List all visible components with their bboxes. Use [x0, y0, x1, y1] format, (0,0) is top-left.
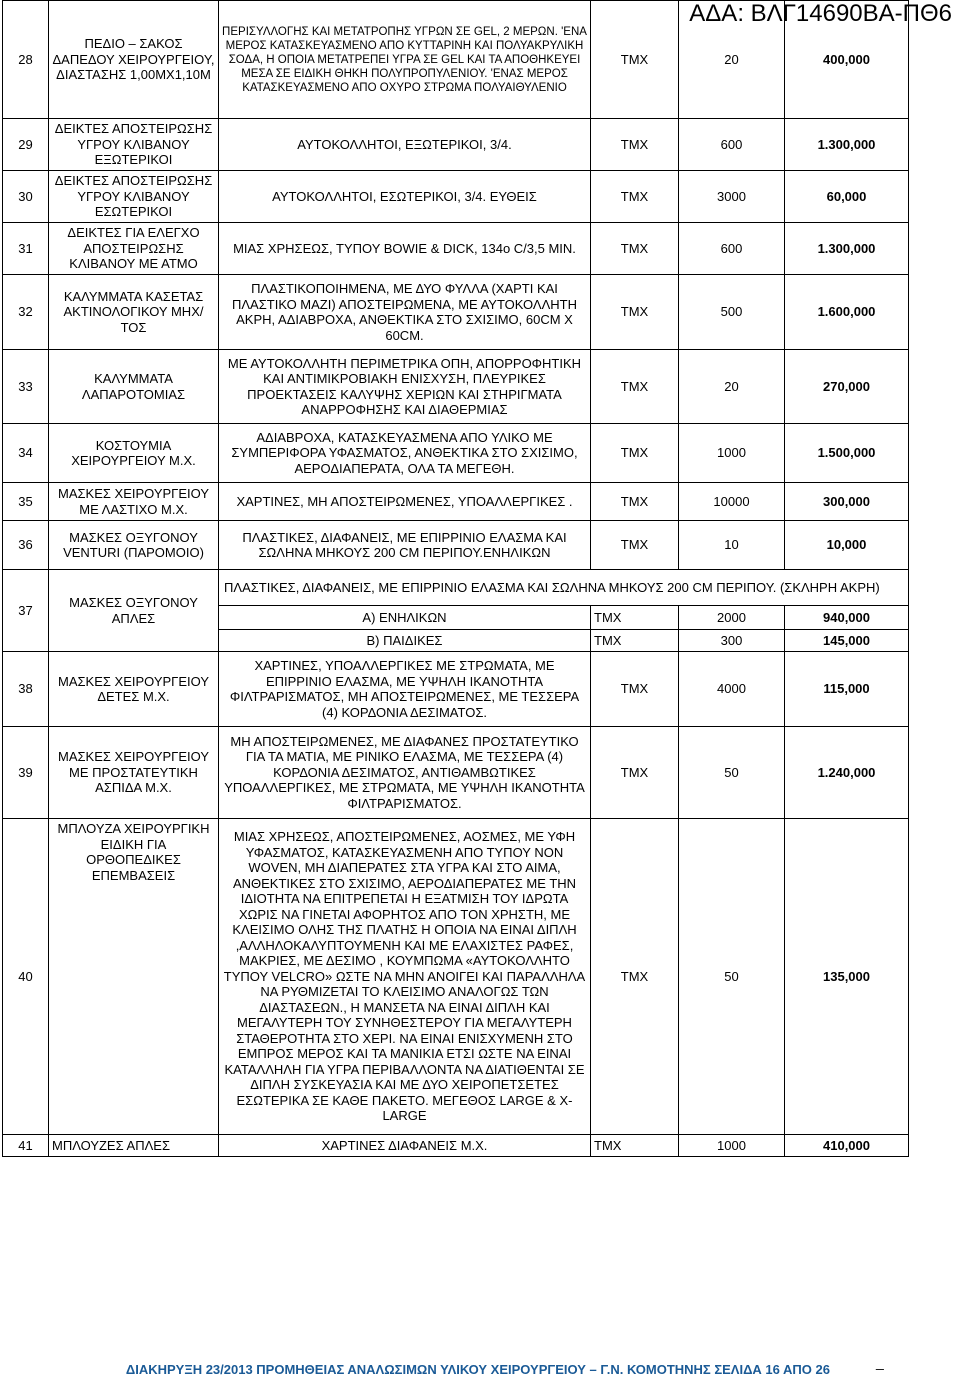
- item-unit: ΤΜΧ: [591, 1135, 679, 1157]
- row-number: 29: [3, 119, 49, 171]
- row-number: 36: [3, 521, 49, 570]
- item-unit: ΤΜΧ: [591, 424, 679, 483]
- item-price: 1.600,000: [785, 275, 909, 350]
- item-quantity: 500: [679, 275, 785, 350]
- item-unit: ΤΜΧ: [591, 1, 679, 119]
- item-description: ΠΛΑΣΤΙΚΕΣ, ΔΙΑΦΑΝΕΙΣ, ΜΕ ΕΠΙΡΡΙΝΙΟ ΕΛΑΣΜΑ ΚΑΙ ΣΩΛΗΝΑ ΜΗΚΟΥΣ 200 CM ΠΕΡΙΠΟΥ.ΕΝΗΛΙΚΩΝ: [219, 521, 591, 570]
- item-unit: ΤΜΧ: [591, 727, 679, 819]
- item-description: ΑΥΤΟΚΟΛΛΗΤΟΙ, ΕΞΩΤΕΡΙΚΟΙ, 3/4.: [219, 119, 591, 171]
- item-price: 145,000: [785, 630, 909, 652]
- item-unit: ΤΜΧ: [591, 521, 679, 570]
- item-name: ΚΑΛΥΜΜΑΤΑ ΚΑΣΕΤΑΣ ΑΚΤΙΝΟΛΟΓΙΚΟΥ ΜΗΧ/ΤΟΣ: [49, 275, 219, 350]
- table-row: [3, 570, 909, 606]
- table-row: [3, 350, 909, 424]
- row-number: 33: [3, 350, 49, 424]
- table-row: [3, 1, 909, 119]
- item-description: ΧΑΡΤΙΝΕΣ, ΥΠΟΑΛΛΕΡΓΙΚΕΣ ΜΕ ΣΤΡΩΜΑΤΑ, ΜΕ ΕΠΙΡΡΙΝΙΟ ΕΛΑΣΜΑ, ΜΕ ΥΨΗΛΗ ΙΚΑΝΟΤΗΤΑ ΦΙΛΤΡΑΡΙΣΜΑΤΟΣ, ΜΗ ΑΠΟΣΤΕΙΡΩΜΕΝΕΣ, ΜΕ ΤΕΣΣΕΡΑ (4) ΚΟΡΔΟΝΙΑ ΔΕΣΙΜΑΤΟΣ.: [219, 652, 591, 727]
- row-number: 34: [3, 424, 49, 483]
- item-description: ΧΑΡΤΙΝΕΣ, ΜΗ ΑΠΟΣΤΕΙΡΩΜΕΝΕΣ, ΥΠΟΑΛΛΕΡΓΙΚΕΣ .: [219, 483, 591, 521]
- item-price: 300,000: [785, 483, 909, 521]
- table-row: [3, 275, 909, 350]
- row-number: 32: [3, 275, 49, 350]
- table-row: [3, 119, 909, 171]
- item-quantity: 600: [679, 119, 785, 171]
- table-row: [3, 483, 909, 521]
- item-price: 1.300,000: [785, 119, 909, 171]
- item-name: ΜΑΣΚΕΣ ΟΞΥΓΟΝΟΥ VENTURI (ΠΑΡΟΜΟΙΟ): [49, 521, 219, 570]
- item-quantity: 1000: [679, 424, 785, 483]
- table-row: [3, 652, 909, 727]
- item-name: ΜΑΣΚΕΣ ΧΕΙΡΟΥΡΓΕΙΟΥ ΜΕ ΠΡΟΣΤΑΤΕΥΤΙΚΗ ΑΣΠΙΔΑ Μ.Χ.: [49, 727, 219, 819]
- item-name: ΜΠΛΟΥΖΕΣ ΑΠΛΕΣ: [49, 1135, 219, 1157]
- item-price: 60,000: [785, 171, 909, 223]
- item-name: ΔΕΙΚΤΕΣ ΓΙΑ ΕΛΕΓΧΟ ΑΠΟΣΤΕΙΡΩΣΗΣ ΚΛΙΒΑΝΟΥ ΜΕ ΑΤΜΟ: [49, 223, 219, 275]
- item-price: 410,000: [785, 1135, 909, 1157]
- item-unit: ΤΜΧ: [591, 223, 679, 275]
- items-table-wrapper: [2, 0, 909, 1157]
- item-description: ΑΔΙΑΒΡΟΧΑ, ΚΑΤΑΣΚΕΥΑΣΜΕΝΑ ΑΠΟ ΥΛΙΚΟ ΜΕ ΣΥΜΠΕΡΙΦΟΡΑ ΥΦΑΣΜΑΤΟΣ, ΑΝΘΕΚΤΙΚΑ ΣΤΟ ΣΧΙΣΙΜΟ, ΑΕΡΟΔΙΑΠΕΡΑΤΑ, ΟΛΑ ΤΑ ΜΕΓΕΘΗ.: [219, 424, 591, 483]
- item-quantity: 2000: [679, 606, 785, 630]
- item-price: 135,000: [785, 819, 909, 1135]
- sub-label-adults: Α) ΕΝΗΛΙΚΩΝ: [219, 606, 591, 630]
- row-number: 41: [3, 1135, 49, 1157]
- item-description: ΠΛΑΣΤΙΚΟΠΟΙΗΜΕΝΑ, ΜΕ ΔΥΟ ΦΥΛΛΑ (ΧΑΡΤΙ ΚΑΙ ΠΛΑΣΤΙΚΟ ΜΑΖΙ) ΑΠΟΣΤΕΙΡΩΜΕΝΑ, ΜΕ ΑΥΤΟΚΟΛΛΗΤΗ ΑΚΡΗ, ΑΔΙΑΒΡΟΧΑ, ΑΝΘΕΚΤΙΚΑ ΣΤΟ ΣΧΙΣΙΜΟ, 60CM X 60CM.: [219, 275, 591, 350]
- item-price: 1.500,000: [785, 424, 909, 483]
- item-price: 940,000: [785, 606, 909, 630]
- item-quantity: 600: [679, 223, 785, 275]
- item-quantity: 20: [679, 350, 785, 424]
- item-unit: ΤΜΧ: [591, 819, 679, 1135]
- item-unit: ΤΜΧ: [591, 275, 679, 350]
- item-quantity: 50: [679, 727, 785, 819]
- item-name: ΔΕΙΚΤΕΣ ΑΠΟΣΤΕΙΡΩΣΗΣ ΥΓΡΟΥ ΚΛΙΒΑΝΟΥ ΕΣΩΤΕΡΙΚΟΙ: [49, 171, 219, 223]
- item-name: ΜΑΣΚΕΣ ΧΕΙΡΟΥΡΓΕΙΟΥ ΜΕ ΛΑΣΤΙΧΟ Μ.Χ.: [49, 483, 219, 521]
- item-name: ΚΑΛΥΜΜΑΤΑ ΛΑΠΑΡΟΤΟΜΙΑΣ: [49, 350, 219, 424]
- item-name: ΔΕΙΚΤΕΣ ΑΠΟΣΤΕΙΡΩΣΗΣ ΥΓΡΟΥ ΚΛΙΒΑΝΟΥ ΕΞΩΤΕΡΙΚΟΙ: [49, 119, 219, 171]
- row-number: 39: [3, 727, 49, 819]
- item-unit: ΤΜΧ: [591, 652, 679, 727]
- item-name: ΠΕΔΙΟ – ΣΑΚΟΣ ΔΑΠΕΔΟΥ ΧΕΙΡΟΥΡΓΕΙΟΥ, ΔΙΑΣΤΑΣΗΣ 1,00ΜΧ1,10Μ: [49, 1, 219, 119]
- item-unit: ΤΜΧ: [591, 483, 679, 521]
- item-name: ΚΟΣΤΟΥΜΙΑ ΧΕΙΡΟΥΡΓΕΙΟΥ Μ.Χ.: [49, 424, 219, 483]
- item-quantity: 20: [679, 1, 785, 119]
- item-description: ΜΙΑΣ ΧΡΗΣΕΩΣ, ΤΥΠΟΥ BOWIE & DICK, 134ο C/3,5 MIN.: [219, 223, 591, 275]
- item-description: ΜΗ ΑΠΟΣΤΕΙΡΩΜΕΝΕΣ, ΜΕ ΔΙΑΦΑΝΕΣ ΠΡΟΣΤΑΤΕΥΤΙΚΟ ΓΙΑ ΤΑ ΜΑΤΙΑ, ΜΕ ΡΙΝΙΚΟ ΕΛΑΣΜΑ, ΜΕ ΤΕΣΣΕΡΑ (4) ΚΟΡΔΟΝΙΑ ΔΕΣΙΜΑΤΟΣ, ΑΝΤΙΘΑΜΒΩΤΙΚΕΣ ΥΠΟΑΛΛΕΡΓΙΚΕΣ, ΜΕ ΣΤΡΩΜΑΤΑ, ΜΕ ΥΨΗΛΗ ΙΚΑΝΟΤΗΤΑ ΦΙΛΤΡΑΡΙΣΜΑΤΟΣ.: [219, 727, 591, 819]
- ada-stamp: ΑΔΑ: ΒΛΓ14690ΒΑ-ΠΘ6: [689, 0, 952, 27]
- item-quantity: 10: [679, 521, 785, 570]
- item-price: 10,000: [785, 521, 909, 570]
- item-unit: ΤΜΧ: [591, 171, 679, 223]
- table-row: [3, 424, 909, 483]
- row-number: 40: [3, 819, 49, 1135]
- item-quantity: 300: [679, 630, 785, 652]
- item-price: 115,000: [785, 652, 909, 727]
- footer-dash: _: [876, 1354, 884, 1370]
- item-quantity: 1000: [679, 1135, 785, 1157]
- row-number: 31: [3, 223, 49, 275]
- item-description: ΜΕ ΑΥΤΟΚΟΛΛΗΤΗ ΠΕΡΙΜΕΤΡΙΚΑ ΟΠΗ, ΑΠΟΡΡΟΦΗΤΙΚΗ ΚΑΙ ΑΝΤΙΜΙΚΡΟΒΙΑΚΗ ΕΝΙΣΧΥΣΗ, ΠΛΕΥΡΙΚΕΣ ΠΡΟΕΚΤΑΣΕΙΣ ΚΑΛΥΨΗΣ ΧΕΡΙΩΝ ΚΑΙ ΣΤΗΡΙΓΜΑΤΑ ΑΝΑΡΡΟΦΗΣΗΣ ΚΑΙ ΔΙΑΘΕΡΜΙΑΣ: [219, 350, 591, 424]
- item-description: ΠΛΑΣΤΙΚΕΣ, ΔΙΑΦΑΝΕΙΣ, ΜΕ ΕΠΙΡΡΙΝΙΟ ΕΛΑΣΜΑ ΚΑΙ ΣΩΛΗΝΑ ΜΗΚΟΥΣ 200 CM ΠΕΡΙΠΟΥ. (ΣΚΛΗΡΗ ΑΚΡΗ): [219, 570, 909, 606]
- table-row: [3, 223, 909, 275]
- item-description: ΧΑΡΤΙΝΕΣ ΔΙΑΦΑΝΕΙΣ Μ.Χ.: [219, 1135, 591, 1157]
- item-description: ΑΥΤΟΚΟΛΛΗΤΟΙ, ΕΣΩΤΕΡΙΚΟΙ, 3/4. ΕΥΘΕΙΣ: [219, 171, 591, 223]
- table-row: [3, 1135, 909, 1157]
- item-quantity: 4000: [679, 652, 785, 727]
- item-quantity: 50: [679, 819, 785, 1135]
- item-description: ΠΕΡΙΣΥΛΛΟΓΗΣ ΚΑΙ ΜΕΤΑΤΡΟΠΗΣ ΥΓΡΩΝ ΣΕ GEL, 2 ΜΕΡΩΝ. 'ΕΝΑ ΜΕΡΟΣ ΚΑΤΑΣΚΕΥΑΣΜΕΝΟ ΑΠΟ ΚΥΤΤΑΡΙΝΗ ΚΑΙ ΠΟΛΥΑΚΡΥΛΙΚΗ ΣΟΔΑ, Η ΟΠΟΙΑ ΜΕΤΑΤΡΕΠΕΙ ΥΓΡΑ ΣΕ GEL ΚΑΙ ΤΑ ΑΠΟΘΗΚΕΥΕΙ ΜΕΣΑ ΣΕ ΕΙΔΙΚΗ ΘΗΚΗ ΠΟΛΥΠΡΟΠΥΛΕΝΙΟΥ. 'ΕΝΑΣ ΜΕΡΟΣ ΚΑΤΑΣΚΕΥΑΣΜΕΝΟ ΑΠΟ ΟΧΥΡΟ ΣΤΡΩΜΑ ΠΟΛΥΑΙΘΥΛΕΝΙΟ: [219, 1, 591, 119]
- row-number: 37: [3, 570, 49, 652]
- item-unit: ΤΜΧ: [591, 630, 679, 652]
- item-name: ΜΑΣΚΕΣ ΧΕΙΡΟΥΡΓΕΙΟΥ ΔΕΤΕΣ Μ.Χ.: [49, 652, 219, 727]
- item-price: 400,000: [785, 1, 909, 119]
- item-price: 270,000: [785, 350, 909, 424]
- item-unit: ΤΜΧ: [591, 606, 679, 630]
- row-number: 38: [3, 652, 49, 727]
- item-unit: ΤΜΧ: [591, 350, 679, 424]
- item-unit: ΤΜΧ: [591, 119, 679, 171]
- item-description: ΜΙΑΣ ΧΡΗΣΕΩΣ, ΑΠΟΣΤΕΙΡΩΜΕΝΕΣ, ΑΟΣΜΕΣ, ΜΕ ΥΦΗ ΥΦΑΣΜΑΤΟΣ, ΚΑΤΑΣΚΕΥΑΣΜΕΝΗ ΑΠΟ ΤΥΠΟΥ NON WOVEN, ΜΗ ΔΙΑΠΕΡΑΤΕΣ ΣΤΑ ΥΓΡΑ ΚΑΙ ΣΤΟ ΑΙΜΑ, ΑΝΘΕΚΤΙΚΕΣ ΣΤΟ ΣΧΙΣΙΜΟ, ΑΕΡΟΔΙΑΠΕΡΑΤΕΣ ΜΕ ΤΗΝ ΙΔΙΟΤΗΤΑ ΝΑ ΕΠΙΤΡΕΠΕΤΑΙ Η ΕΞΑΤΜΙΣΗ ΤΟΥ ΙΔΡΩΤΑ ΧΩΡΙΣ ΝΑ ΓΙΝΕΤΑΙ ΑΦΟΡΗΤΟΣ ΑΠΟ ΤΟΝ ΧΡΗΣΤΗ, ΜΕ ΚΛΕΙΣΙΜΟ ΟΛΗΣ ΤΗΣ ΠΛΑΤΗΣ Η ΟΠΟΙΑ ΝΑ ΕΙΝΑΙ ΔΙΠΛΗ ,ΑΛΛΗΛΟΚΑΛΥΠΤΟΥΜΕΝΗ ΚΑΙ ΜΕ ΕΛΑΧΙΣΤΕΣ ΡΑΦΕΣ, ΜΑΚΡΙΕΣ, ΜΕ ΔΕΣΙΜΟ , ΚΟΥΜΠΩΜΑ «ΑΥΤΟΚΟΛΛΗΤΟ ΤΥΠΟΥ VELCRO» ΩΣΤΕ ΝΑ ΜΗΝ ΑΝΟΙΓΕΙ ΚΑΙ ΠΑΡΑΛΛΗΛΑ ΝΑ ΡΥΘΜΙΖΕΤΑΙ ΤΟ ΚΛΕΙΣΙΜΟ ΑΝΑΛΟΓΩΣ ΤΩΝ ΔΙΑΣΤΑΣΕΩΝ., Η ΜΑΝΣΕΤΑ ΝΑ ΕΙΝΑΙ ΔΙΠΛΗ ΚΑΙ ΜΕΓΑΛΥΤΕΡΗ ΤΟΥ ΣΥΝΗΘΕΣΤΕΡΟΥ ΓΙΑ ΜΕΓΑΛΥΤΕΡΗ ΣΤΑΘΕΡΟΤΗΤΑ ΣΤΟ ΧΕΡΙ. ΝΑ ΕΙΝΑΙ ΕΝΙΣΧΥΜΕΝΗ ΣΤΟ ΕΜΠΡΟΣ ΜΕΡΟΣ ΚΑΙ ΤΑ ΜΑΝΙΚΙΑ ΕΤΣΙ ΩΣΤΕ ΝΑ ΕΙΝΑΙ ΚΑΤΑΛΛΗΛΗ ΓΙΑ ΥΓΡΑ ΠΕΡΙΒΑΛΛΟΝΤΑ ΝΑ ΔΙΑΤΙΘΕΝΤΑΙ ΣΕ ΔΙΠΛΗ ΣΥΣΚΕΥΑΣΙΑ ΚΑΙ ΜΕ ΔΥΟ ΧΕΙΡΟΠΕΤΣΕΤΕΣ ΕΣΩΤΕΡΙΚΑ ΣΕ ΚΑΘΕ ΠΑΚΕΤΟ. ΜΕΓΕΘΟΣ LARGE & X-LARGE: [219, 819, 591, 1135]
- row-number: 35: [3, 483, 49, 521]
- item-name: ΜΑΣΚΕΣ ΟΞΥΓΟΝΟΥ ΑΠΛΕΣ: [49, 570, 219, 652]
- table-row: [3, 521, 909, 570]
- table-row: [3, 819, 909, 1135]
- item-name: ΜΠΛΟΥΖΑ ΧΕΙΡΟΥΡΓΙΚΗ ΕΙΔΙΚΗ ΓΙΑ ΟΡΘΟΠΕΔΙΚΕΣ ΕΠΕΜΒΑΣΕΙΣ: [49, 819, 219, 1135]
- item-quantity: 10000: [679, 483, 785, 521]
- item-price: 1.300,000: [785, 223, 909, 275]
- item-price: 1.240,000: [785, 727, 909, 819]
- page-footer: ΔΙΑΚΗΡΥΞΗ 23/2013 ΠΡΟΜΗΘΕΙΑΣ ΑΝΑΛΩΣΙΜΩΝ ΥΛΙΚΟΥ ΧΕΙΡΟΥΡΓΕΙΟΥ – Γ.Ν. ΚΟΜΟΤΗΝΗΣ ΣΕΛΙΔΑ 16 ΑΠΟ 26: [125, 1362, 830, 1377]
- items-table: [2, 0, 909, 1157]
- sub-label-children: Β) ΠΑΙΔΙΚΕΣ: [219, 630, 591, 652]
- table-row: [3, 171, 909, 223]
- table-row: [3, 727, 909, 819]
- item-quantity: 3000: [679, 171, 785, 223]
- row-number: 28: [3, 1, 49, 119]
- row-number: 30: [3, 171, 49, 223]
